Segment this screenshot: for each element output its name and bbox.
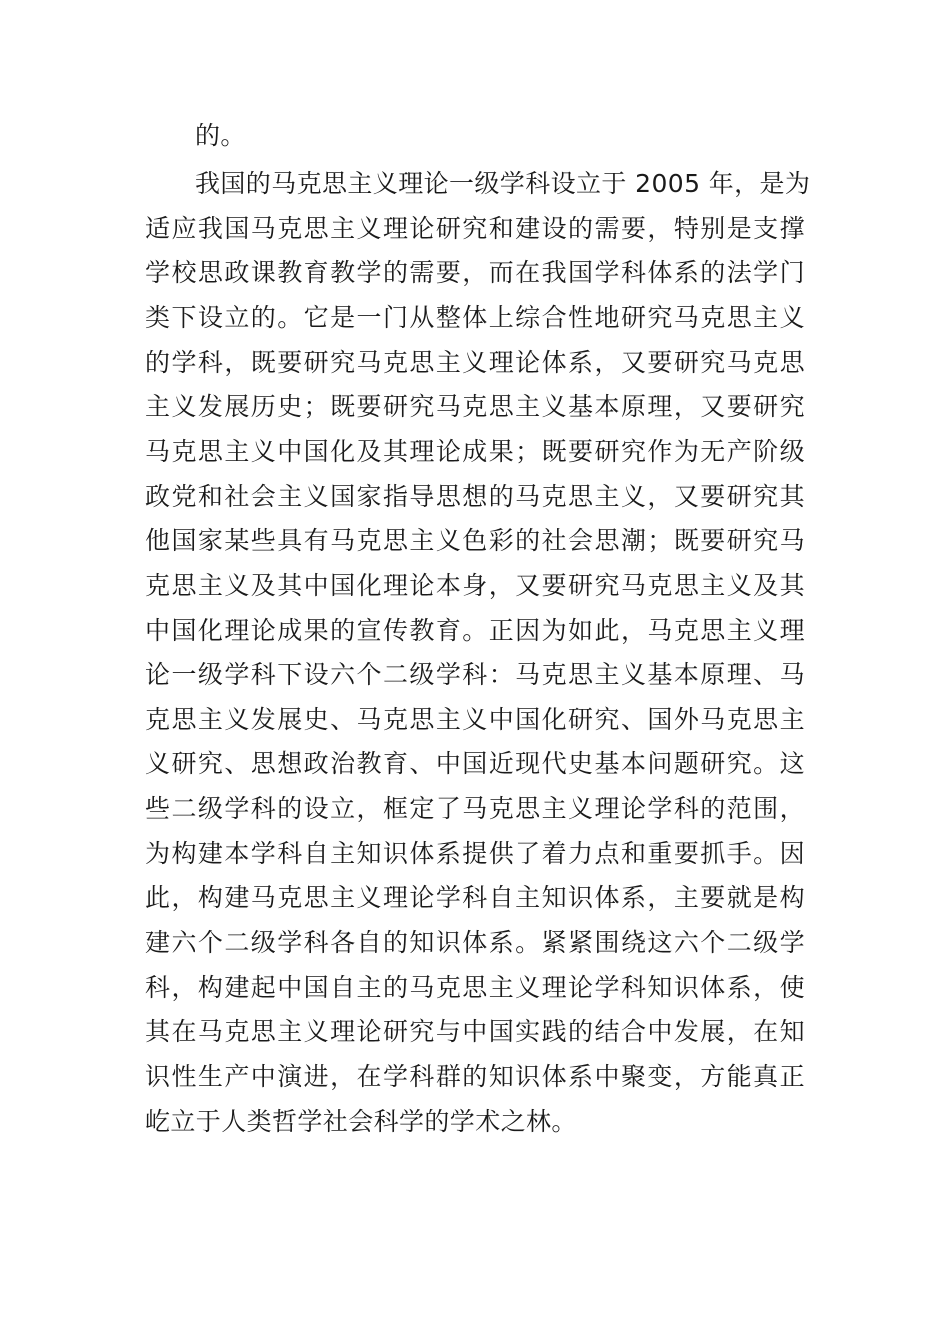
paragraph-line: 论一级学科下设六个二级学科：马克思主义基本原理、马 bbox=[145, 660, 805, 690]
paragraph-line: 政党和社会主义国家指导思想的马克思主义，又要研究其 bbox=[145, 481, 805, 511]
paragraph-line: 我国的马克思主义理论一级学科设立于 2005 年，是为 bbox=[195, 169, 811, 198]
paragraph-line: 屹立于人类哲学社会科学的学术之林。 bbox=[145, 1106, 577, 1136]
paragraph-line: 为构建本学科自主知识体系提供了着力点和重要抓手。因 bbox=[145, 838, 805, 868]
paragraph-line: 的学科，既要研究马克思主义理论体系，又要研究马克思 bbox=[145, 347, 805, 377]
paragraph-line: 克思主义发展史、马克思主义中国化研究、国外马克思主 bbox=[145, 704, 805, 734]
paragraph-line: 主义发展历史；既要研究马克思主义基本原理，又要研究 bbox=[145, 392, 805, 422]
paragraph-line: 学校思政课教育教学的需要，而在我国学科体系的法学门 bbox=[145, 258, 805, 288]
paragraph-line: 克思主义及其中国化理论本身，又要研究马克思主义及其 bbox=[145, 570, 805, 600]
continuation-line: 的。 bbox=[195, 121, 246, 150]
paragraph-line: 中国化理论成果的宣传教育。正因为如此，马克思主义理 bbox=[145, 615, 805, 645]
paragraph-line: 建六个二级学科各自的知识体系。紧紧围绕这六个二级学 bbox=[145, 928, 805, 958]
paragraph-line: 些二级学科的设立，框定了马克思主义理论学科的范围， bbox=[145, 794, 805, 824]
paragraph-line: 此，构建马克思主义理论学科自主知识体系，主要就是构 bbox=[145, 883, 805, 913]
paragraph-line: 识性生产中演进，在学科群的知识体系中聚变，方能真正 bbox=[145, 1062, 805, 1091]
paragraph-line: 科，构建起中国自主的马克思主义理论学科知识体系，使 bbox=[145, 972, 805, 1002]
paragraph-line: 其在马克思主义理论研究与中国实践的结合中发展，在知 bbox=[145, 1017, 805, 1047]
paragraph-line: 马克思主义中国化及其理论成果；既要研究作为无产阶级 bbox=[145, 436, 805, 466]
paragraph-line: 义研究、思想政治教育、中国近现代史基本问题研究。这 bbox=[145, 749, 805, 779]
paragraph-line: 他国家某些具有马克思主义色彩的社会思潮；既要研究马 bbox=[145, 526, 805, 556]
paragraph-line: 类下设立的。它是一门从整体上综合性地研究马克思主义 bbox=[145, 302, 805, 332]
paragraph-line: 适应我国马克思主义理论研究和建设的需要，特别是支撑 bbox=[145, 213, 805, 243]
